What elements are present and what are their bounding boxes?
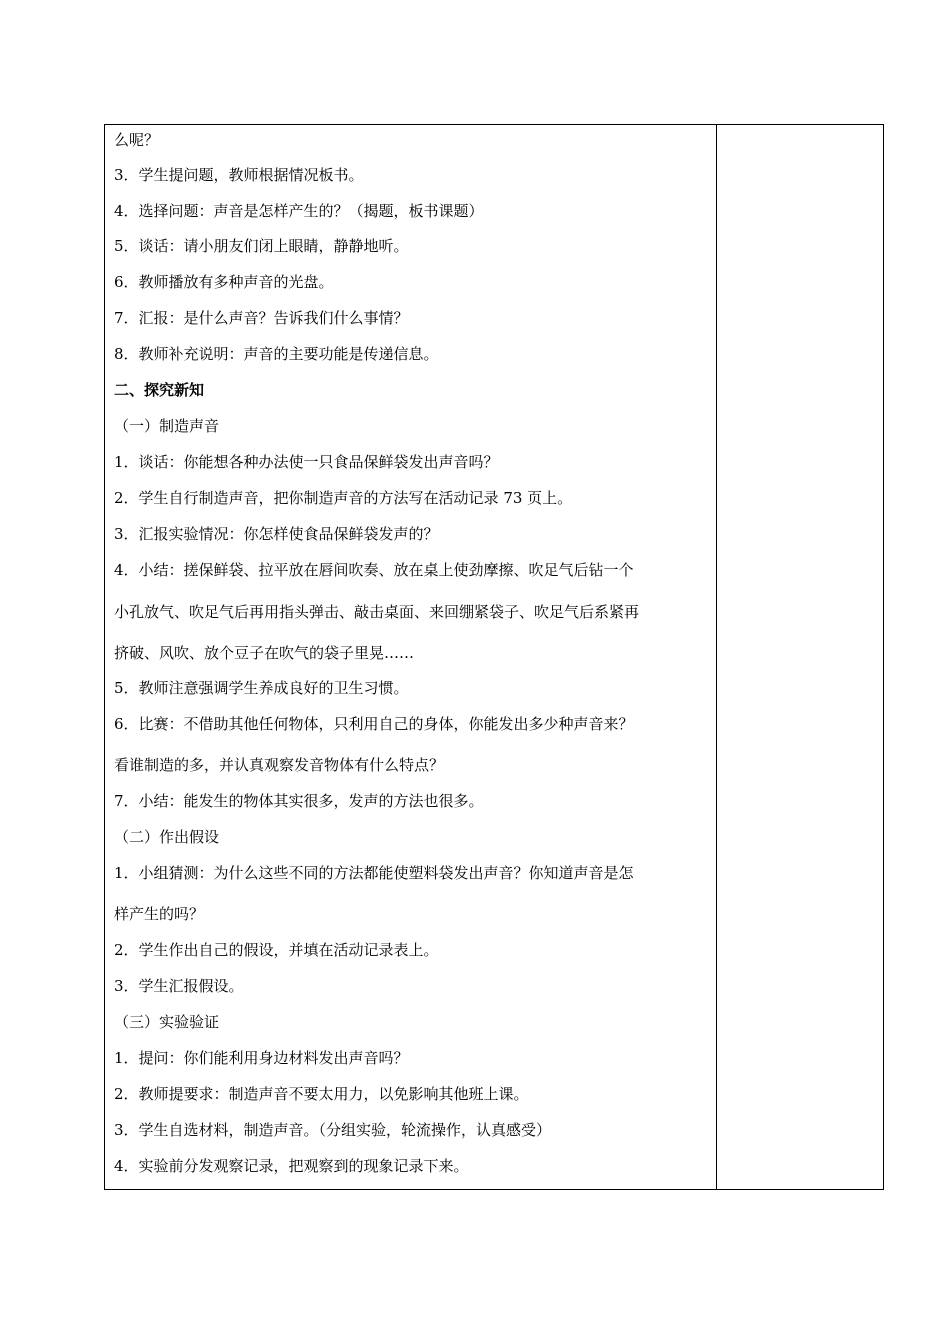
text-line: 3．学生自选材料，制造声音。（分组实验，轮流操作，认真感受） <box>114 1121 552 1139</box>
text-line: 小孔放气、吹足气后再用指头弹击、敲击桌面、来回绷紧袋子、吹足气后系紧再 <box>114 603 640 621</box>
text-line: 1．提问：你们能利用身边材料发出声音吗？ <box>114 1049 409 1067</box>
text-line: 3．汇报实验情况：你怎样使食品保鲜袋发声的？ <box>114 525 439 543</box>
text-line: 7．小结：能发生的物体其实很多，发声的方法也很多。 <box>114 792 484 810</box>
subsection-heading: （三）实验验证 <box>114 1013 220 1031</box>
text-line: 5．谈话：请小朋友们闭上眼睛，静静地听。 <box>114 237 409 255</box>
text-line: 3．学生汇报假设。 <box>114 977 244 995</box>
text-line: 2．学生自行制造声音，把你制造声音的方法写在活动记录 73 页上。 <box>114 489 573 507</box>
text-line: 8．教师补充说明：声音的主要功能是传递信息。 <box>114 345 439 363</box>
text-line: 4．小结：搓保鲜袋、拉平放在唇间吹奏、放在桌上使劲摩擦、吹足气后钻一个 <box>114 561 634 579</box>
subsection-heading: （二）作出假设 <box>114 828 220 846</box>
lesson-table <box>104 124 884 1190</box>
text-line: 3．学生提问题，教师根据情况板书。 <box>114 166 364 184</box>
text-line: 4．选择问题：声音是怎样产生的？（揭题，板书课题） <box>114 202 484 220</box>
text-line: 2．教师提要求：制造声音不要太用力，以免影响其他班上课。 <box>114 1085 529 1103</box>
text-line: 6．教师播放有多种声音的光盘。 <box>114 273 334 291</box>
text-line: 看谁制造的多，并认真观察发音物体有什么特点？ <box>114 756 445 774</box>
subsection-heading: （一）制造声音 <box>114 417 220 435</box>
text-line: 1．谈话：你能想各种办法使一只食品保鲜袋发出声音吗？ <box>114 453 499 471</box>
text-line: 2．学生作出自己的假设，并填在活动记录表上。 <box>114 941 439 959</box>
text-line: 样产生的吗？ <box>114 905 205 923</box>
text-line: 5．教师注意强调学生养成良好的卫生习惯。 <box>114 679 409 697</box>
text-line: 4．实验前分发观察记录，把观察到的现象记录下来。 <box>114 1157 469 1175</box>
text-line: 6．比赛：不借助其他任何物体，只利用自己的身体，你能发出多少种声音来？ <box>114 715 634 733</box>
text-line: 7．汇报：是什么声音？告诉我们什么事情？ <box>114 309 409 327</box>
text-line: 1．小组猜测：为什么这些不同的方法都能使塑料袋发出声音？你知道声音是怎 <box>114 864 634 882</box>
column-divider <box>716 125 717 1189</box>
text-line: 挤破、风吹、放个豆子在吹气的袋子里晃…… <box>114 644 415 662</box>
text-line: 么呢？ <box>114 131 160 149</box>
section-heading: 二、探究新知 <box>114 381 205 399</box>
